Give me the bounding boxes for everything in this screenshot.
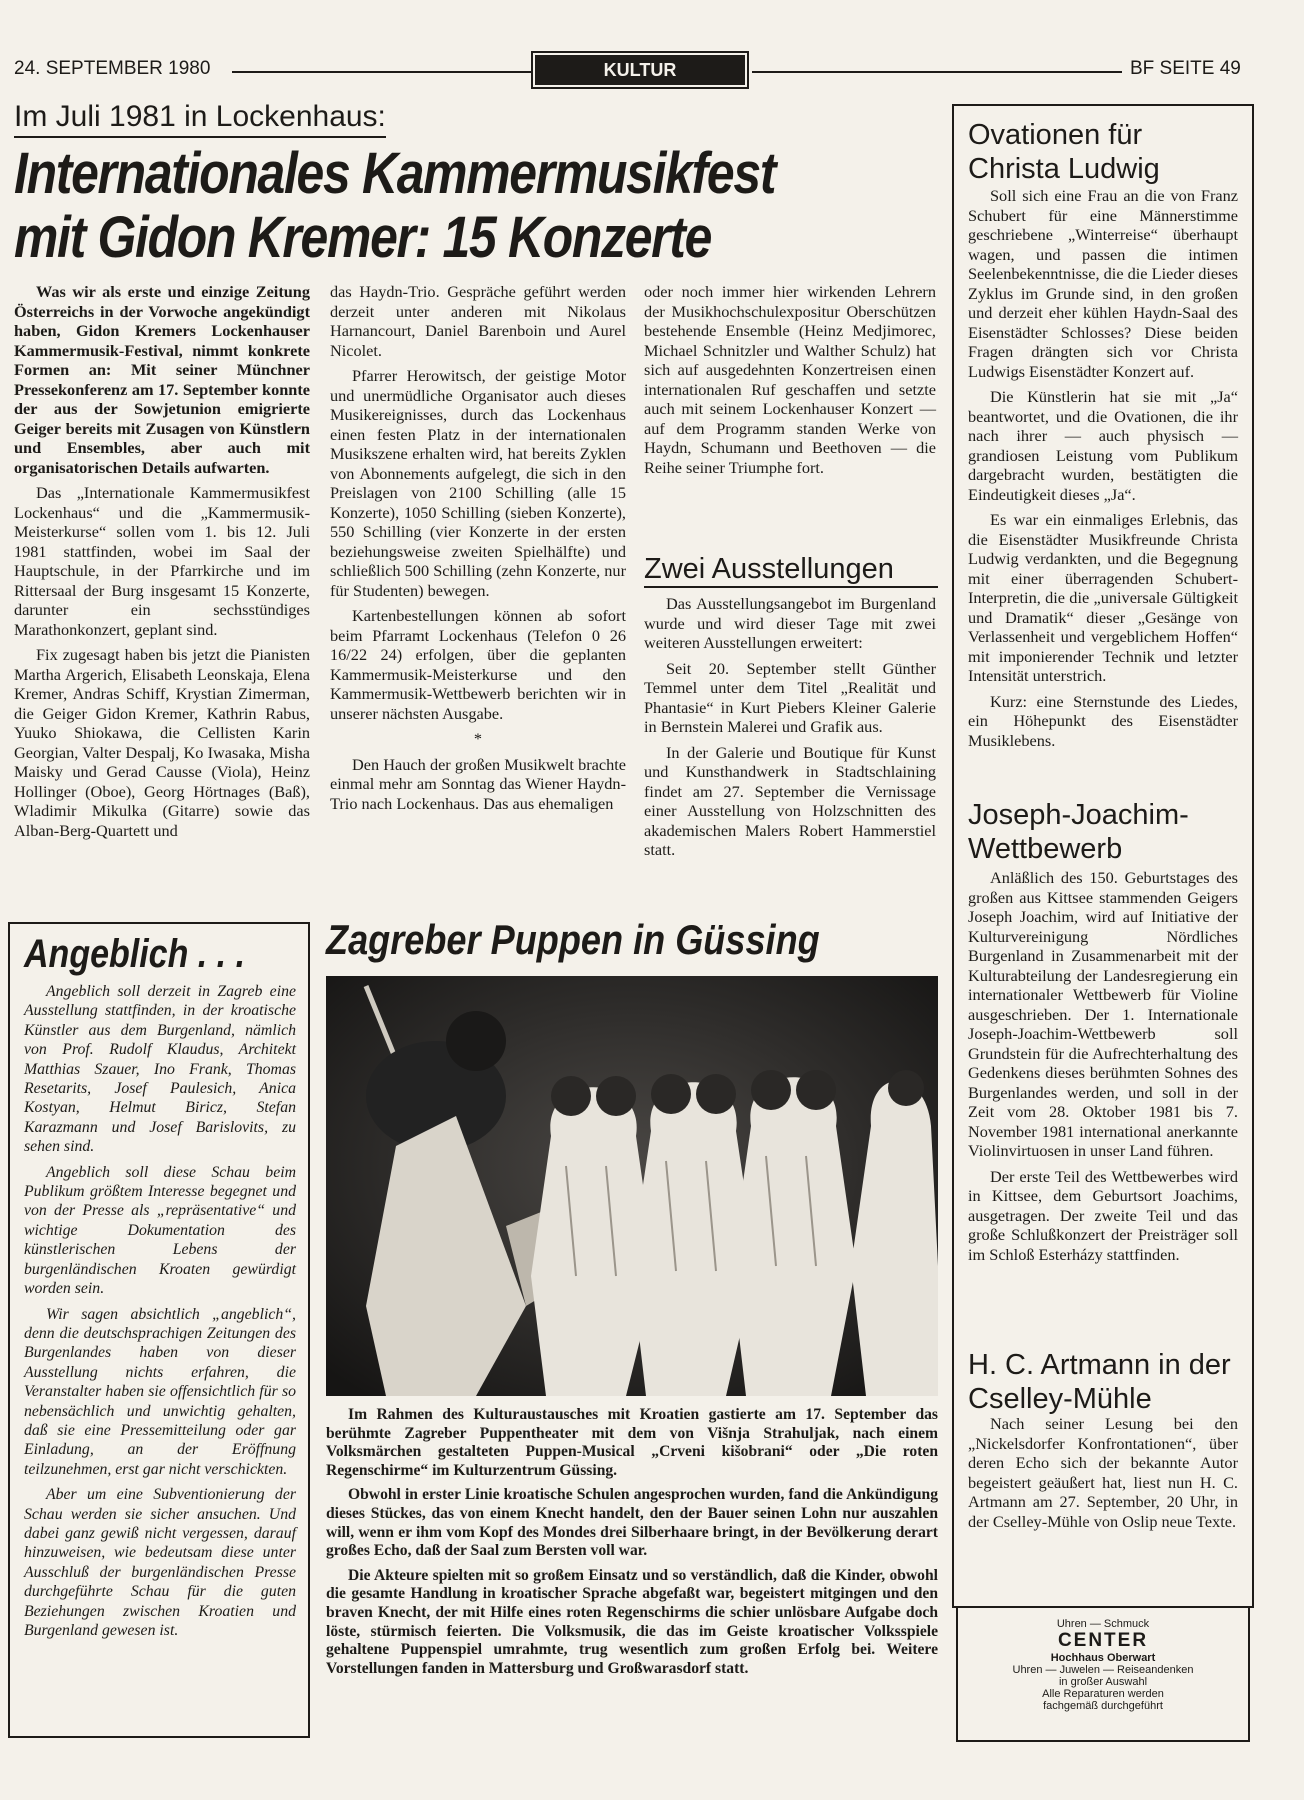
ad-tagline: Uhren — Schmuck: [1056, 1618, 1150, 1630]
section-rubric: KULTUR: [535, 55, 745, 85]
puppet-illustration: [326, 976, 938, 1396]
ad-selection: in großer Auswahl: [1058, 1676, 1148, 1688]
article-paragraph: In der Galerie und Boutique für Kunst und Kunsthandwerk in Stadtschlaining findet am 27. September die Vernissage einer Ausstellung von Holzschnitten des akademischen Malers Robert Hammerstiel statt.: [644, 742, 936, 859]
headline-line-2: mit Gidon Kremer: 15 Konzerte: [14, 205, 712, 270]
article-column-3: [644, 282, 936, 477]
ludwig-title: Ovationen für Christa Ludwig: [968, 119, 1160, 185]
angeblich-title: Angeblich . . .: [24, 932, 246, 976]
article-paragraph: oder noch immer hier wirkenden Lehrern der Musikhochschulexpositur Oberschützen bestehende Ensemble (Heinz Medjimorec, Michael Schnitzler und Walther Schulz) hat sich auf ausgedehnten Konzertreisen einen internationalen Ruf geschaffen und setzte auch mit seinem Lockenhauser Konzert — auf dem Programm standen Werke von Haydn, Schumann und Beethoven — die Reihe seiner Triumphe fort.: [644, 282, 936, 477]
section-separator: *: [473, 729, 483, 748]
article-paragraph: Pfarrer Herowitsch, der geistige Motor und unermüdliche Organisator auch dieses Musikereignisses, durch das Lockenhaus einen festen Platz in der internationalen Musikszene erhalten wird, hat bereits Zyklen von Abonnements aufgelegt, die sich in den Preislagen von 2100 Schilling (alle 15 Konzerte), 1050 Schilling (sieben Konzerte), 550 Schilling (vier Konzerte in der ersten beziehungsweise zweiten Spielhälfte) und schließlich 500 Schilling (zehn Konzerte, nur für Studenten) bewegen.: [330, 366, 626, 600]
ad-location: Hochhaus Oberwart: [1050, 1652, 1156, 1664]
article-paragraph: Die Künstlerin hat sie mit „Ja“ beantwortet, und die Ovationen, die ihr nach ihrer — auch physisch — grandiosen Leistung vom Publikum dargebracht wurden, bestätigten die Eindeutigkeit dieses „Ja“.: [968, 387, 1238, 504]
ad-repairs: Alle Reparaturen werden: [1042, 1688, 1164, 1700]
article-paragraph: Kartenbestellungen können ab sofort beim Pfarramt Lockenhaus (Telefon 0 26 16/22 24) erfolgen, über die geplanten Kammermusik-Meisterkurse und den Kammermusik-Wettbewerb berichten wir in unserer nächsten Ausgabe.: [330, 606, 626, 723]
joachim-title: Joseph-Joachim-Wettbewerb: [968, 799, 1189, 865]
article-paragraph: Es war ein einmaliges Erlebnis, das die Eisenstädter Musikfreunde Christa Ludwig verdankten, und die Begegnung mit einer überragenden Schubert-Interpretin, die die „universale Gültigkeit und Dramatik“ dieser „Gesänge von Verlassenheit und vergeblichem Hoffen“ mit imponierender Technik und letzter Intensität unterstrich.: [968, 510, 1238, 685]
article-paragraph: Angeblich soll diese Schau beim Publikum größtem Interesse begegnet und von der Presse als „repräsentative“ und wichtige Dokumentation des künstlerischen Lebens der burgenländischen Kroaten gewürdigt worden sein.: [24, 1163, 296, 1298]
article-paragraph: Wir sagen absichtlich „angeblich“, denn die deutschsprachigen Zeitungen des Burgenlandes haben von dieser Ausstellung nichts erfahren, die Veranstalter haben sie offensichtlich für so nebensächlich und unwichtig gehalten, daß sie eine Pressemitteilung oder gar Einladung, an der Eröffnung teilzunehmen, erst gar nicht verschickten.: [24, 1305, 296, 1478]
article-headline: [14, 142, 805, 270]
header-rule-left: [232, 71, 532, 73]
zagreb-body: [326, 1406, 938, 1678]
article-paragraph: Soll sich eine Frau an die von Franz Schubert für eine Männerstimme geschriebene „Winterreise“ überhaupt wagen, und passen die intimen Seelenbekenntnisse, die die Lieder dieses Zyklus im Grunde sind, in den großen und derzeit eher kühlen Haydn-Saal des Eisenstädter Schlosses? Diese beiden Fragen drängten sich vor Christa Ludwigs Eisenstädter Konzert auf.: [968, 186, 1238, 381]
article-column-1: [14, 282, 310, 840]
ad-repairs-2: fachgemäß durchgeführt: [1043, 1700, 1163, 1712]
angeblich-body: [24, 982, 296, 1640]
article-kicker: Im Juli 1981 in Lockenhaus:: [14, 100, 386, 138]
article-paragraph: Anläßlich des 150. Geburtstages des großen aus Kittsee stammenden Geigers Joseph Joachim, wird auf Initiative der Kulturvereinigung Nördliches Burgenland in Zusammenarbeit mit der Kulturabteilung der Landesregierung ein internationaler Wettbewerb für Violine ausgeschrieben. Der 1. Internationale Joseph-Joachim-Wettbewerb soll Grundstein für die Aufrechterhaltung des Gedenkens dieses berühmten Sohnes des Burgenlandes werden, und soll in der Zeit vom 28. Oktober 1981 bis 7. November 1981 international anerkannte Violinvirtuosen in unser Land führen.: [968, 868, 1238, 1160]
article-paragraph: das Haydn-Trio. Gespräche geführt werden derzeit unter anderen mit Nikolaus Harnancourt, Daniel Barenboin und Aurel Nicolet.: [330, 282, 626, 360]
joachim-body: [968, 868, 1238, 1264]
zagreb-title: Zagreber Puppen in Güssing: [326, 916, 820, 963]
article-lead-paragraph: Was wir als erste und einzige Zeitung Österreichs in der Vorwoche angekündigt haben, Gidon Kremers Lockenhauser Kammermusik-Festival, nimmt konkrete Formen an: Mit seiner Münchner Pressekonferenz am 17. September konnte der aus der Sowjetunion emigrierte Geiger bereits mit Zusagen von Künstlern und Ensembles, aber auch mit organisatorischen Details aufwarten.: [14, 282, 310, 477]
article-paragraph: Obwohl in erster Linie kroatische Schulen angesprochen wurden, fand die Ankündigung dieses Stückes, das von einem Knecht handelt, den der Bauer seinen Lohn nur auszahlen will, wenn er ihm vom Kopf des Mondes drei Silberhaare bringt, in der Bevölkerung derart großes Echo, daß der Saal zum Bersten voll war.: [326, 1486, 938, 1560]
article-paragraph: Den Hauch der großen Musikwelt brachte einmal mehr am Sonntag das Wiener Haydn-Trio nach Lockenhaus. Das aus ehemaligen: [330, 754, 626, 813]
advertisement-box: [956, 1606, 1250, 1742]
article-paragraph: Kurz: eine Sternstunde des Liedes, ein Höhepunkt des Eisenstädter Musiklebens.: [968, 691, 1238, 750]
article-paragraph: Das „Internationale Kammermusikfest Lockenhaus“ und die „Kammermusik-Meisterkurse“ sollen vom 1. bis 12. Juli 1981 stattfinden, wobei im Saal der Hauptschule, in der Pfarrkirche und im Rittersaal der Burg insgesamt 15 Konzerte, darunter ein sechsstündiges Marathonkonzert, geplant sind.: [14, 483, 310, 639]
article-paragraph: Aber um eine Subventionierung der Schau werden sie sicher ansuchen. Und dabei ganz gewiß nicht vergessen, darauf hinzuweisen, wie bedeutsam diese unter Ausschluß der burgenländischen Presse durchgeführte Schau für die guten Beziehungen zwischen Kroatien und Burgenland gewesen ist.: [24, 1486, 296, 1639]
article-paragraph: Der erste Teil des Wettbewerbes wird in Kittsee, dem Geburtsort Joachims, ausgetragen. Der zweite Teil und das große Schlußkonzert der Preisträger soll im Schloß Esterházy stattfinden.: [968, 1166, 1238, 1264]
issue-date: 24. SEPTEMBER 1980: [14, 58, 211, 79]
article-paragraph: Das Ausstellungsangebot im Burgenland wurde und wird dieser Tage mit zwei weiteren Ausstellungen erweitert:: [644, 594, 936, 652]
article-column-2: [330, 282, 626, 813]
header-rule-right: [752, 71, 1122, 73]
puppet-theater-photo: [326, 976, 938, 1396]
artmann-title: H. C. Artmann in der Cselley-Mühle: [968, 1349, 1231, 1415]
ausstellungen-title: Zwei Ausstellungen: [644, 552, 938, 588]
ad-brand: CENTER: [1057, 1630, 1149, 1651]
article-paragraph: Seit 20. September stellt Günther Temmel unter dem Titel „Realität und Phantasie“ in Kurt Piebers Kleiner Galerie in Bernstein Malerei und Grafik aus.: [644, 658, 936, 736]
article-paragraph: Nach seiner Lesung bei den „Nickelsdorfer Konfrontationen“, über deren Echo sich der bekannte Autor begeistert geäußert hat, liest nun H. C. Artmann am 27. September, 20 Uhr, in der Cselley-Mühle von Oslip neue Texte.: [968, 1414, 1238, 1531]
article-paragraph: Im Rahmen des Kulturaustausches mit Kroatien gastierte am 17. September das berühmte Zagreber Puppentheater mit dem von Višnja Strahuljak, nach einem Volksmärchen gestalteten Puppen-Musical „Crveni kišobrani“ oder „Die roten Regenschirme“ im Kulturzentrum Güssing.: [326, 1406, 938, 1479]
article-paragraph: Fix zugesagt haben bis jetzt die Pianisten Martha Argerich, Elisabeth Leonskaja, Elena Kremer, Andras Schiff, Krystian Zimerman, die Geiger Gidon Kremer, Kathrin Rabus, Yuuko Shiokawa, die Cellisten Karin Georgian, Valter Despalj, Ko Iwasaka, Misha Maisky und Gerad Causse (Viola), Heinz Hollinger (Oboe), Georg Hörtnages (Baß), Wladimir Mikulka (Gitarre) sowie das Alban-Berg-Quartett und: [14, 645, 310, 840]
article-paragraph: Angeblich soll derzeit in Zagreb eine Ausstellung stattfinden, in der kroatische Künstler aus dem Burgenland, nämlich von Prof. Rudolf Klaudus, Architekt Matthias Szauer, Ino Frank, Thomas Resetarits, Josef Paulesich, Anica Kostyan, Helmut Biricz, Stefan Karazmann und Josef Barislovits, zu sehen sind.: [24, 983, 296, 1156]
page-number: BF SEITE 49: [1130, 58, 1241, 79]
ausstellungen-body: [644, 594, 936, 860]
artmann-body: [968, 1414, 1238, 1531]
ludwig-body: [968, 186, 1238, 750]
ad-products: Uhren — Juwelen — Reiseandenken: [1012, 1664, 1194, 1676]
article-paragraph: Die Akteure spielten mit so großem Einsatz und so verständlich, daß die Kinder, obwohl die gesamte Handlung in kroatischer Sprache abgefaßt war, begeistert mitgingen und den braven Knecht, der mit Hilfe eines roten Regenschirms die schier unlösbare Aufgabe doch löste, stürmisch feierten. Die Volksmusik, die das im Geiste kroatischer Volksspiele gehaltene Puppenspiel umrahmte, trug wesentlich zum großen Erfolg bei. Weitere Vorstellungen fanden in Mattersburg und Großwarasdorf statt.: [326, 1566, 938, 1677]
headline-line-1: Internationales Kammermusikfest: [14, 141, 776, 206]
